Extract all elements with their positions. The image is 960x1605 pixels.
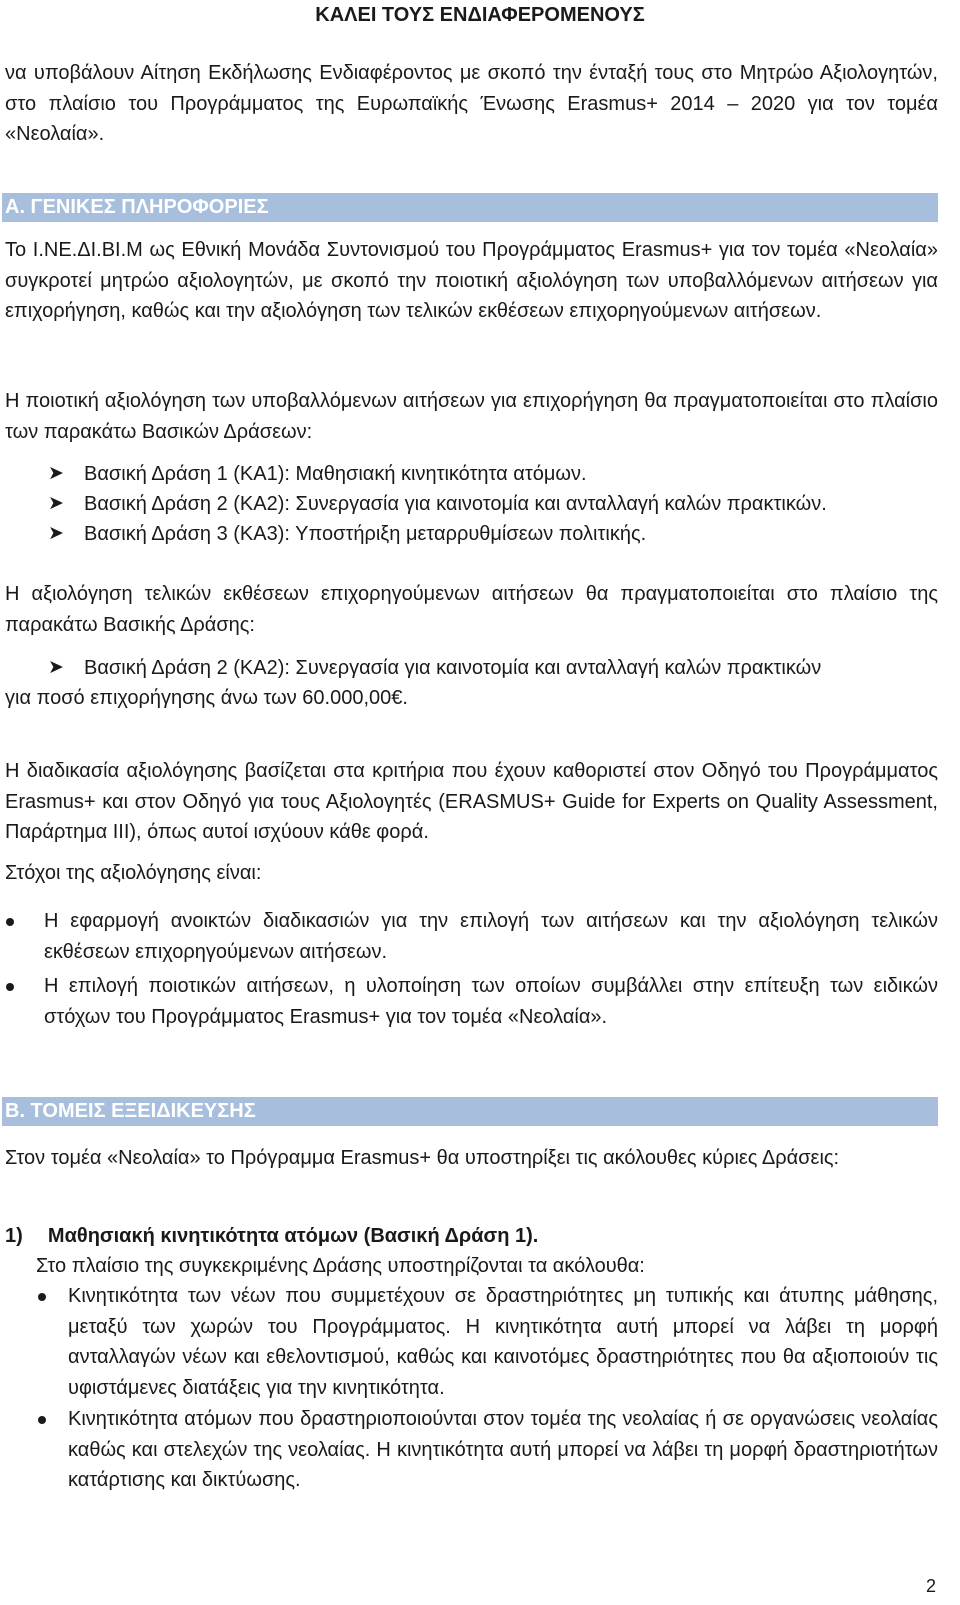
action-1-heading	[5, 1221, 938, 1252]
arrow-bullet-icon: ➤	[48, 493, 64, 514]
section-a-heading: Α. ΓΕΝΙΚΕΣ ΠΛΗΡΟΦΟΡΙΕΣ	[2, 193, 938, 222]
arrow-bullet-icon: ➤	[48, 463, 64, 484]
bullet-dot-icon	[38, 1293, 46, 1301]
goal-list-item: Η εφαρμογή ανοικτών διαδικασιών για την επιλογή των αιτήσεων και την αξιολόγηση τελικών εκθέσεων επιχορηγούμενων αιτήσεων.	[44, 906, 938, 967]
bullet-dot-icon	[6, 918, 14, 926]
page-title: ΚΑΛΕΙ ΤΟΥΣ ΕΝΔΙΑΦΕΡΟΜΕΝΟΥΣ	[315, 4, 645, 26]
action-1-bullet-item: Κινητικότητα ατόμων που δραστηριοποιούνται στον τομέα της νεολαίας ή σε οργανώσεις νεολαίας καθώς και στελεχών της νεολαίας. Η κινητικότητα αυτή μπορεί να λάβει τη μορφή δραστηριοτήτων κατάρτισης και δικτύωσης.	[68, 1404, 938, 1496]
arrow-bullet-icon: ➤	[48, 657, 64, 678]
section-b-heading: Β. ΤΟΜΕΙΣ ΕΞΕΙΔΙΚΕΥΣΗΣ	[2, 1097, 938, 1126]
section-b-paragraph-1: Στον τομέα «Νεολαία» το Πρόγραμμα Erasmus+ θα υποστηρίξει τις ακόλουθες κύριες Δράσεις:	[5, 1147, 840, 1169]
bullet-dot-icon	[6, 983, 14, 991]
bullet-dot-icon	[38, 1416, 46, 1424]
action-list-item: ➤ Βασική Δράση 2 (ΚΑ2): Συνεργασία για καινοτομία και ανταλλαγή καλών πρακτικών.	[48, 489, 938, 520]
section-a-paragraph-3: Η αξιολόγηση τελικών εκθέσεων επιχορηγούμενων αιτήσεων θα πραγματοποιείται στο πλαίσιο της παρακάτω Βασικής Δράσης:	[5, 583, 938, 636]
goals-label: Στόχοι της αξιολόγησης είναι:	[5, 862, 262, 884]
final-action-item: ➤ Βασική Δράση 2 (ΚΑ2): Συνεργασία για καινοτομία και ανταλλαγή καλών πρακτικών	[48, 653, 938, 684]
action-1-bullet-item: Κινητικότητα των νέων που συμμετέχουν σε δραστηριότητες μη τυπικής και άτυπης μάθησης, μεταξύ των χωρών του Προγράμματος. Η κινητικότητα αυτή μπορεί να λάβει τη μορφή ανταλλαγών νέων και εθελοντισμού, καθώς και καινοτόμες δραστηριότητες που θα αξιοποιούν τις υφιστάμενες διατάξεις για την κινητικότητα.	[68, 1281, 938, 1403]
action-list-item: ➤ Βασική Δράση 3 (ΚΑ3): Υποστήριξη μεταρρυθμίσεων πολιτικής.	[48, 519, 938, 550]
action-list-item: ➤ Βασική Δράση 1 (ΚΑ1): Μαθησιακή κινητικότητα ατόμων.	[48, 459, 938, 490]
action-1-intro: Στο πλαίσιο της συγκεκριμένης Δράσης υποστηρίζονται τα ακόλουθα:	[36, 1255, 645, 1277]
arrow-bullet-icon: ➤	[48, 523, 64, 544]
page-number: 2	[925, 1576, 936, 1596]
goal-list-item: Η επιλογή ποιοτικών αιτήσεων, η υλοποίηση των οποίων συμβάλλει στην επίτευξη των ειδικών στόχων του Προγράμματος Erasmus+ για τον τομέα «Νεολαία».	[44, 971, 938, 1032]
action-1-number: 1)	[5, 1225, 23, 1247]
intro-paragraph: να υποβάλουν Αίτηση Εκδήλωσης Ενδιαφέροντος με σκοπό την ένταξή τους στο Μητρώο Αξιολογητών, στο πλαίσιο του Προγράμματος της Ευρωπαϊκής Ένωσης Erasmus+ 2014 – 2020 για τον τομέα «Νεολαία».	[5, 62, 938, 145]
section-a-paragraph-2: Η ποιοτική αξιολόγηση των υποβαλλόμενων αιτήσεων για επιχορήγηση θα πραγματοποιείται στο πλαίσιο των παρακάτω Βασικών Δράσεων:	[5, 390, 938, 443]
section-a-paragraph-1: Το Ι.ΝΕ.ΔΙ.ΒΙ.Μ ως Εθνική Μονάδα Συντονισμού του Προγράμματος Erasmus+ για τον τομέα «Νεολαία» συγκροτεί μητρώο αξιολογητών, με σκοπό την ποιοτική αξιολόγηση των υποβαλλόμενων αιτήσεων για επιχορήγηση, καθώς και την αξιολόγηση των τελικών εκθέσεων επιχορηγούμενων αιτήσεων.	[5, 239, 938, 322]
action-1-title: Μαθησιακή κινητικότητα ατόμων (Βασική Δράση 1).	[47, 1225, 539, 1247]
section-a-paragraph-4: Η διαδικασία αξιολόγησης βασίζεται στα κριτήρια που έχουν καθοριστεί στον Οδηγό του Προγράμματος Erasmus+ και στον Οδηγό για τους Αξιολογητές (ERASMUS+ Guide for Experts on Quality Assessment, Παράρτημα ΙΙΙ), όπως αυτοί ισχύουν κάθε φορά.	[5, 760, 938, 843]
final-action-amount: για ποσό επιχορήγησης άνω των 60.000,00€.	[5, 687, 408, 709]
